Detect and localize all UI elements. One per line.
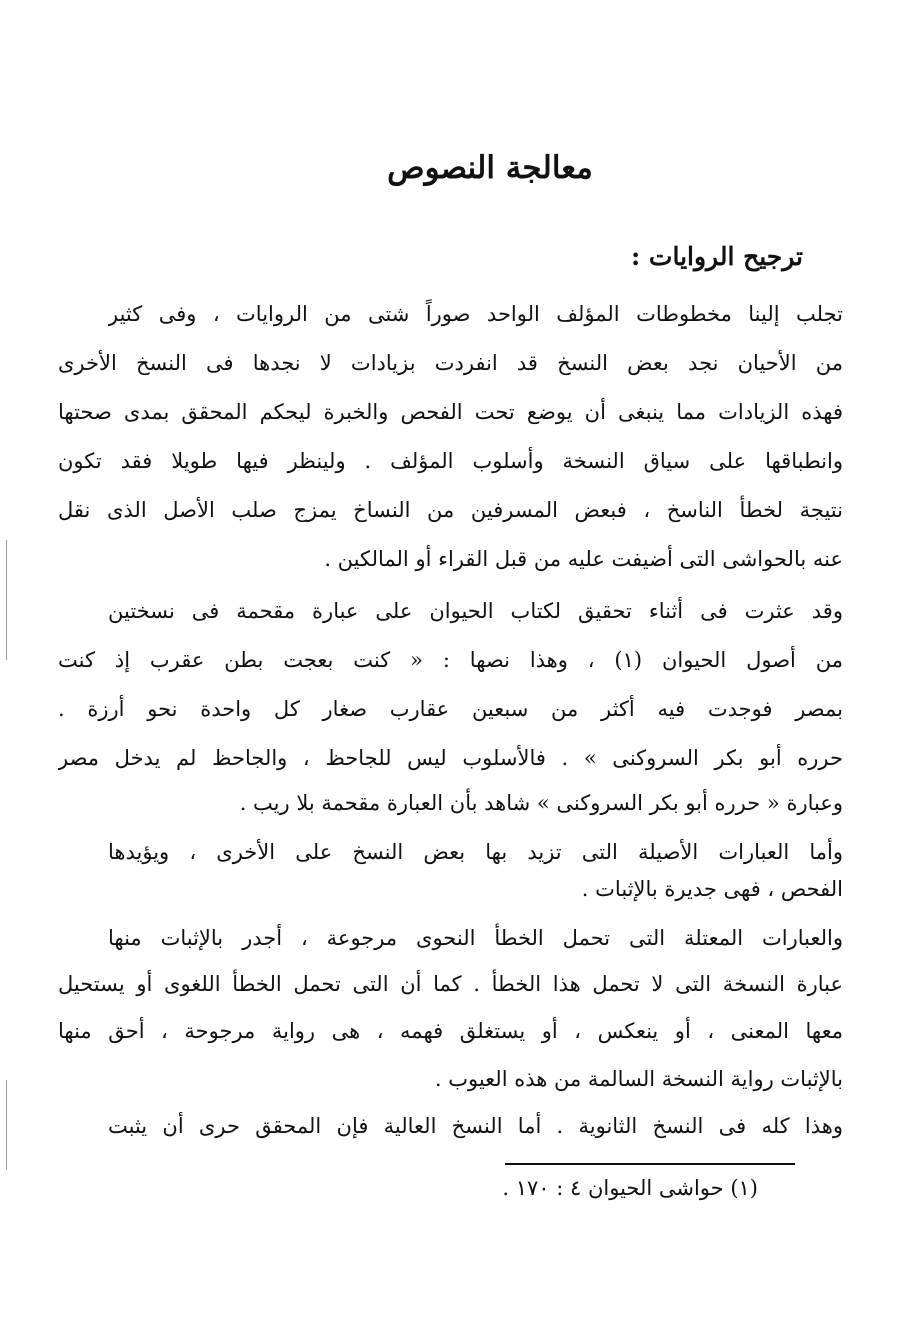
paragraph-1-line-3: فهذه الزيادات مما ينبغى أن يوضع تحت الفحص والخبرة ليحكم المحقق بمدى صحتها — [58, 400, 843, 424]
scan-edge-mark — [6, 540, 7, 660]
paragraph-3-line-2: الفحص ، فهى جديرة بالإثبات . — [581, 877, 843, 901]
paragraph-2-line-4: حرره أبو بكر السروكنى » . فالأسلوب ليس للجاحظ ، والجاحظ لم يدخل مصر — [58, 746, 843, 770]
paragraph-1-line-4: وانطباقها على سياق النسخة وأسلوب المؤلف . ولينظر فيها طويلا فقد تكون — [58, 449, 843, 473]
paragraph-5-line-1: وهذا كله فى النسخ الثانوية . أما النسخ العالية فإن المحقق حرى أن يثبت — [108, 1114, 843, 1138]
scan-edge-mark — [6, 1080, 7, 1170]
paragraph-1-line-1: تجلب إلينا مخطوطات المؤلف الواحد صوراً شتى من الروايات ، وفى كثير — [108, 302, 843, 326]
paragraph-4-line-4: بالإثبات رواية النسخة السالمة من هذه العيوب . — [434, 1067, 843, 1091]
paragraph-2-line-5: وعبارة « حرره أبو بكر السروكنى » شاهد بأن العبارة مقحمة بلا ريب . — [239, 791, 843, 815]
paragraph-2-line-2: من أصول الحيوان (١) ، وهذا نصها : « كنت بعجت بطن عقرب إذ كنت — [58, 648, 843, 672]
footnote-separator — [505, 1163, 795, 1165]
paragraph-4-line-1: والعبارات المعتلة التى تحمل الخطأ النحوى مرجوعة ، أجدر بالإثبات منها — [108, 926, 843, 950]
footnote: (١) حواشى الحيوان ٤ : ١٧٠ . — [502, 1176, 758, 1200]
paragraph-1-line-6: عنه بالحواشى التى أضيفت عليه من قبل القراء أو المالكين . — [324, 547, 843, 571]
paragraph-4-line-2: عبارة النسخة التى لا تحمل هذا الخطأ . كما أن التى تحمل الخطأ اللغوى أو يستحيل — [58, 972, 843, 996]
paragraph-1-line-5: نتيجة لخطأ الناسخ ، فبعض المسرفين من النساخ يمزج صلب الأصل الذى نقل — [58, 498, 843, 522]
page-title: معالجة النصوص — [387, 150, 593, 186]
paragraph-2-line-3: بمصر فوجدت فيه أكثر من سبعين عقارب صغار كل واحدة نحو أرزة . — [58, 697, 843, 721]
section-heading: ترجيح الروايات : — [630, 242, 803, 271]
paragraph-4-line-3: معها المعنى ، أو ينعكس ، أو يستغلق فهمه ، هى رواية مرجوحة ، أحق منها — [58, 1019, 843, 1043]
paragraph-2-line-1: وقد عثرت فى أثناء تحقيق لكتاب الحيوان على عبارة مقحمة فى نسختين — [108, 599, 843, 623]
paragraph-3-line-1: وأما العبارات الأصيلة التى تزيد بها بعض النسخ على الأخرى ، ويؤيدها — [108, 840, 843, 864]
paragraph-1-line-2: من الأحيان نجد بعض النسخ قد انفردت بزيادات لا نجدها فى النسخ الأخرى — [58, 351, 843, 375]
